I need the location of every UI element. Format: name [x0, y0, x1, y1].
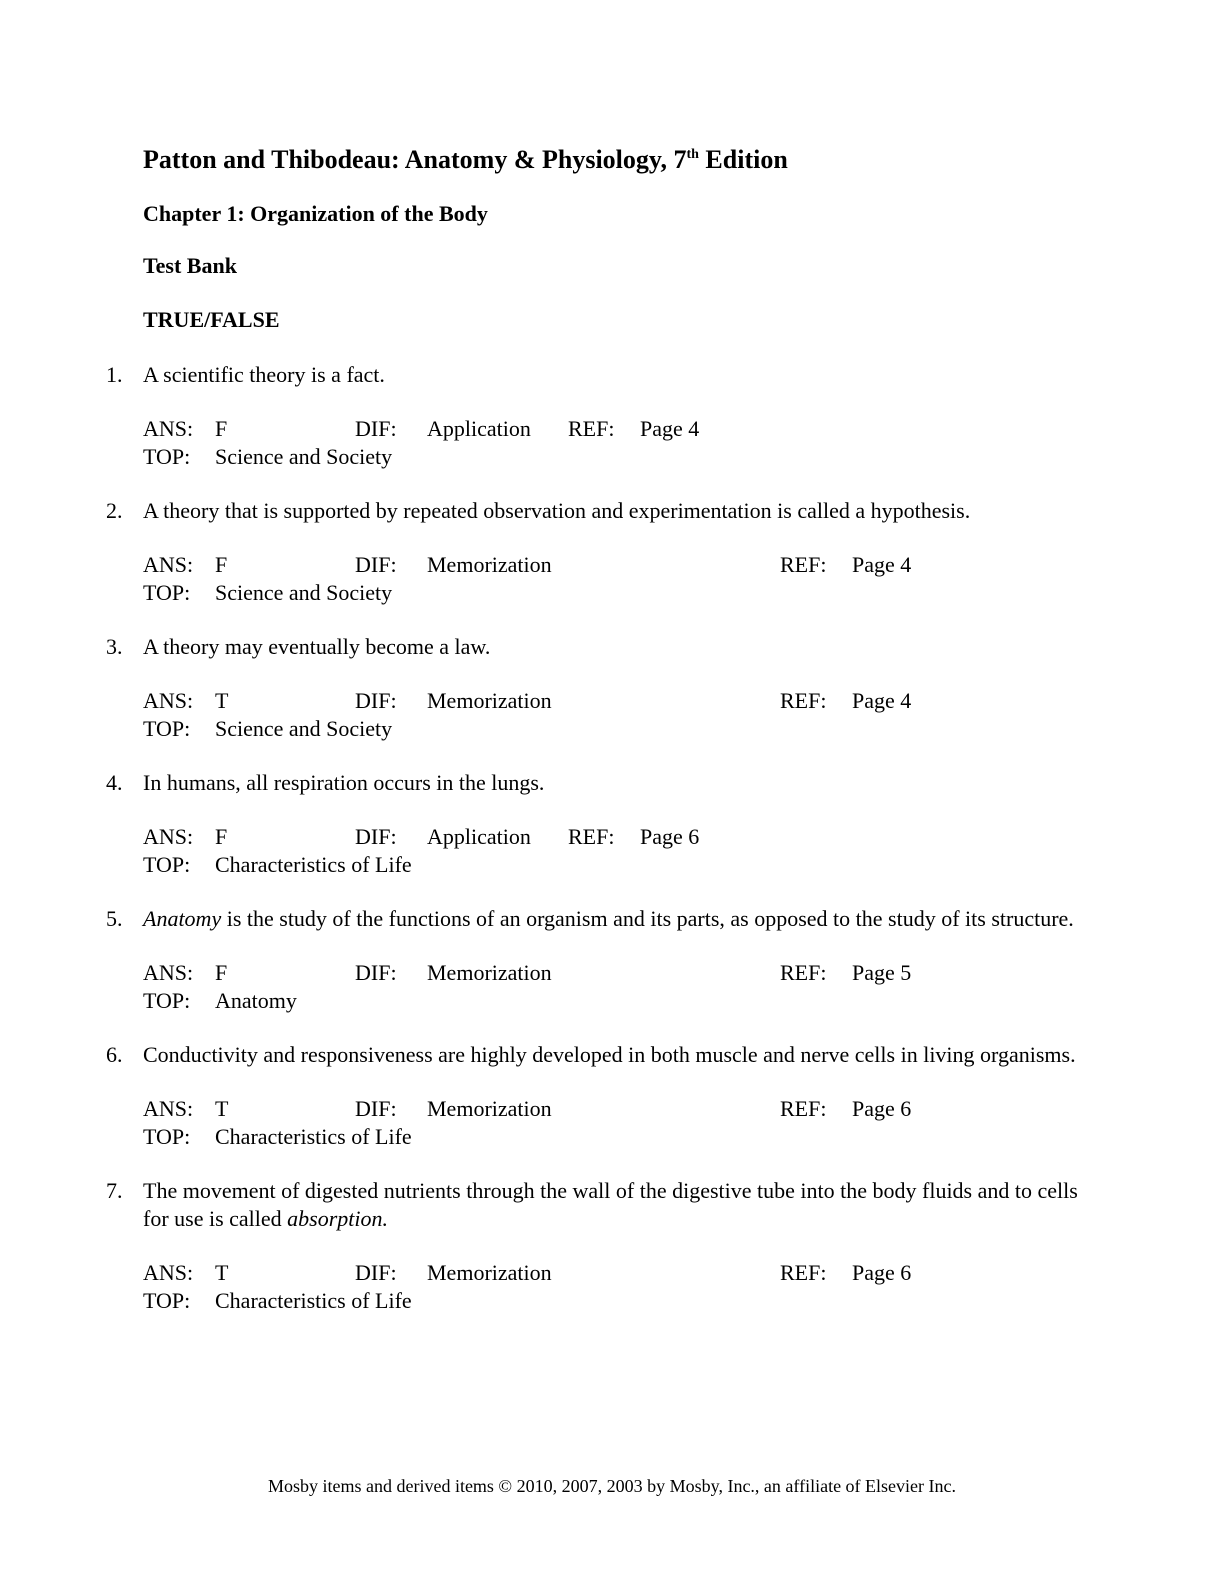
- ans-value: T: [215, 1260, 229, 1285]
- question-line: [106, 1177, 1104, 1233]
- question-text-post: is the study of the functions of an organism and its parts, as opposed to the study of its structure.: [221, 906, 1074, 931]
- question-list: [106, 361, 1104, 1315]
- ref-label: REF:: [780, 1096, 827, 1121]
- question-line: [106, 1041, 1104, 1069]
- dif-label: DIF:: [355, 1096, 397, 1121]
- question-text: [143, 769, 1104, 797]
- ans-label: ANS:: [143, 688, 194, 713]
- question-text: [143, 497, 1104, 525]
- ref-value: Page 4: [640, 416, 700, 441]
- dif-label: DIF:: [355, 960, 397, 985]
- topic-row: [143, 1287, 1104, 1315]
- top-value: Characteristics of Life: [215, 852, 412, 877]
- title-superscript: th: [686, 147, 699, 162]
- topic-row: [143, 987, 1104, 1015]
- top-label: TOP:: [143, 852, 191, 877]
- topic-row: [143, 579, 1104, 607]
- top-label: TOP:: [143, 580, 191, 605]
- question-text-emphasis: Anatomy: [143, 906, 222, 931]
- question-line: [106, 361, 1104, 389]
- question-line: [106, 905, 1104, 933]
- question-number: 7.: [106, 1178, 123, 1203]
- top-value: Science and Society: [215, 716, 393, 741]
- dif-label: DIF:: [355, 1260, 397, 1285]
- top-value: Science and Society: [215, 444, 393, 469]
- top-label: TOP:: [143, 716, 191, 741]
- question-line: [106, 497, 1104, 525]
- ans-label: ANS:: [143, 552, 194, 577]
- question-text: [143, 1177, 1104, 1233]
- topic-row: [143, 1123, 1104, 1151]
- ans-label: ANS:: [143, 1096, 194, 1121]
- question-text-pre: A theory that is supported by repeated observation and experimentation is called a hypothesis.: [143, 498, 971, 523]
- ans-value: T: [215, 1096, 229, 1121]
- dif-label: DIF:: [355, 416, 397, 441]
- title-main: Patton and Thibodeau: Anatomy & Physiology, 7: [143, 145, 687, 174]
- top-label: TOP:: [143, 1124, 191, 1149]
- ref-value: Page 4: [852, 552, 912, 577]
- top-label: TOP:: [143, 444, 191, 469]
- ref-label: REF:: [780, 1260, 827, 1285]
- question-text-emphasis: absorption.: [287, 1206, 389, 1231]
- question-number: 1.: [106, 362, 123, 387]
- chapter-heading: Chapter 1: Organization of the Body: [143, 201, 488, 226]
- dif-value: Memorization: [427, 552, 552, 577]
- dif-value: Application: [427, 824, 531, 849]
- question-item: [106, 1177, 1104, 1315]
- top-label: TOP:: [143, 1288, 191, 1313]
- question-line: [106, 633, 1104, 661]
- ref-label: REF:: [568, 824, 615, 849]
- answer-meta: [143, 823, 1104, 879]
- ref-value: Page 4: [852, 688, 912, 713]
- question-number: 4.: [106, 770, 123, 795]
- ref-label: REF:: [568, 416, 615, 441]
- ref-value: Page 6: [640, 824, 700, 849]
- question-number: 2.: [106, 498, 123, 523]
- dif-value: Memorization: [427, 960, 552, 985]
- question-line: [106, 769, 1104, 797]
- section-heading: TRUE/FALSE: [143, 307, 280, 332]
- ref-label: REF:: [780, 960, 827, 985]
- dif-value: Application: [427, 416, 531, 441]
- topic-row: [143, 851, 1104, 879]
- question-text: [143, 361, 1104, 389]
- dif-value: Memorization: [427, 1260, 552, 1285]
- answer-row: [143, 687, 1104, 715]
- ref-label: REF:: [780, 688, 827, 713]
- question-number: 5.: [106, 906, 123, 931]
- dif-value: Memorization: [427, 688, 552, 713]
- test-bank-heading: Test Bank: [143, 253, 237, 278]
- question-number: 3.: [106, 634, 123, 659]
- question-item: [106, 361, 1104, 471]
- question-text: [143, 905, 1104, 933]
- dif-label: DIF:: [355, 824, 397, 849]
- ans-value: F: [215, 416, 228, 441]
- ref-value: Page 6: [852, 1096, 912, 1121]
- question-text-pre: A theory may eventually become a law.: [143, 634, 491, 659]
- question-text-pre: The movement of digested nutrients through the wall of the digestive tube into the body fluids and to cells for use is called: [143, 1178, 1078, 1231]
- question-text-pre: Conductivity and responsiveness are highly developed in both muscle and nerve cells in living organisms.: [143, 1042, 1076, 1067]
- answer-row: [143, 551, 1104, 579]
- question-item: [106, 633, 1104, 743]
- question-number: 6.: [106, 1042, 123, 1067]
- ans-value: T: [215, 688, 229, 713]
- dif-value: Memorization: [427, 1096, 552, 1121]
- question-item: [106, 905, 1104, 1015]
- answer-row: [143, 959, 1104, 987]
- ans-value: F: [215, 552, 228, 577]
- answer-meta: [143, 551, 1104, 607]
- dif-label: DIF:: [355, 552, 397, 577]
- question-item: [106, 497, 1104, 607]
- dif-label: DIF:: [355, 688, 397, 713]
- answer-row: [143, 415, 1104, 443]
- ans-label: ANS:: [143, 416, 194, 441]
- answer-meta: [143, 415, 1104, 471]
- top-value: Science and Society: [215, 580, 393, 605]
- title-end: Edition: [698, 145, 788, 174]
- top-value: Characteristics of Life: [215, 1288, 412, 1313]
- answer-meta: [143, 1259, 1104, 1315]
- question-text: [143, 633, 1104, 661]
- copyright-footer: Mosby items and derived items © 2010, 2007, 2003 by Mosby, Inc., an affiliate of Elsevier Inc.: [267, 1476, 957, 1496]
- answer-meta: [143, 687, 1104, 743]
- top-value: Anatomy: [215, 988, 297, 1013]
- question-text-pre: In humans, all respiration occurs in the lungs.: [143, 770, 545, 795]
- answer-meta: [143, 1095, 1104, 1151]
- document-title: [143, 144, 1104, 176]
- question-item: [106, 1041, 1104, 1151]
- answer-row: [143, 1095, 1104, 1123]
- top-label: TOP:: [143, 988, 191, 1013]
- ref-value: Page 5: [852, 960, 912, 985]
- answer-row: [143, 823, 1104, 851]
- topic-row: [143, 443, 1104, 471]
- ans-value: F: [215, 960, 228, 985]
- question-item: [106, 769, 1104, 879]
- answer-meta: [143, 959, 1104, 1015]
- topic-row: [143, 715, 1104, 743]
- question-text: [143, 1041, 1104, 1069]
- answer-row: [143, 1259, 1104, 1287]
- top-value: Characteristics of Life: [215, 1124, 412, 1149]
- ans-label: ANS:: [143, 824, 194, 849]
- ref-value: Page 6: [852, 1260, 912, 1285]
- ans-label: ANS:: [143, 1260, 194, 1285]
- ans-label: ANS:: [143, 960, 194, 985]
- question-text-pre: A scientific theory is a fact.: [143, 362, 385, 387]
- ans-value: F: [215, 824, 228, 849]
- ref-label: REF:: [780, 552, 827, 577]
